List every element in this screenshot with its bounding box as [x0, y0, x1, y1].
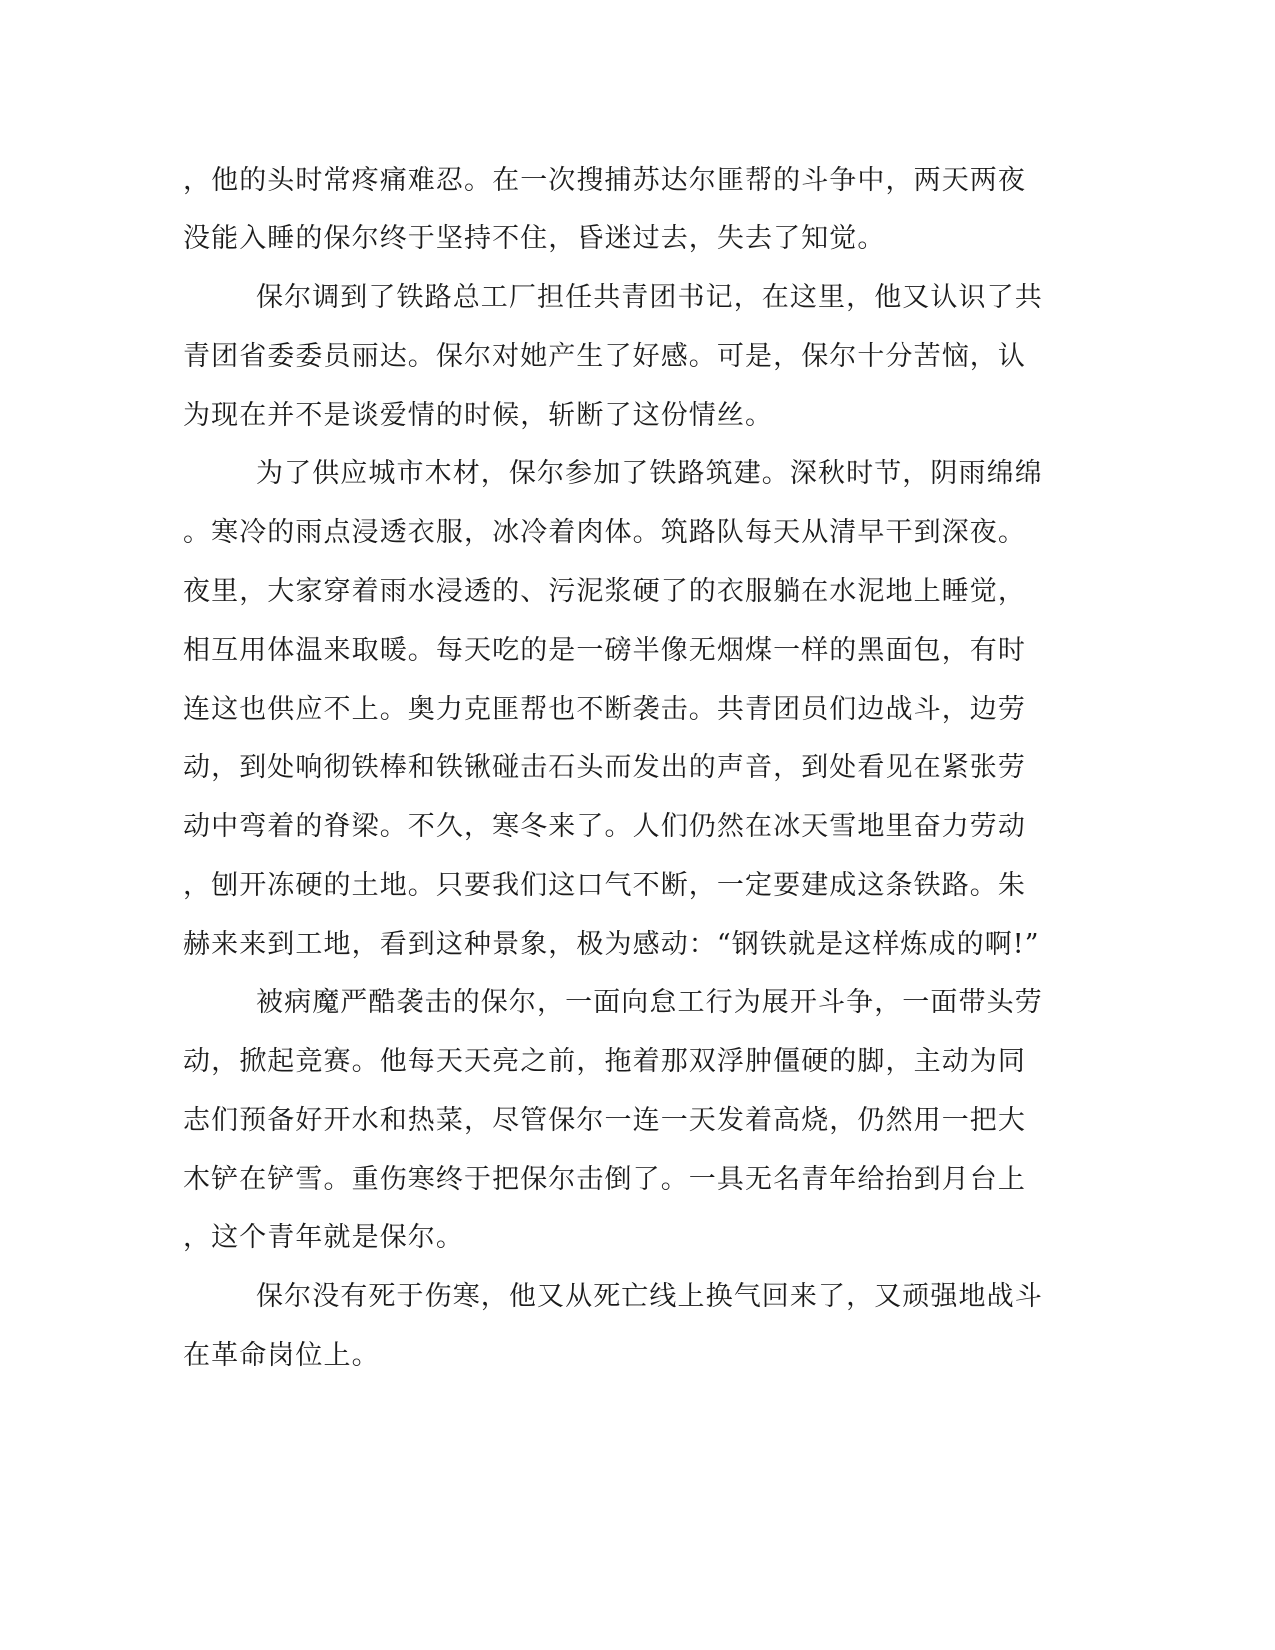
text-line: 青团省委委员丽达。保尔对她产生了好感。可是，保尔十分苦恼，认 — [183, 341, 1026, 372]
paragraph-start-line: 被病魔严酷袭击的保尔，一面向怠工行为展开斗争，一面带头劳 — [256, 987, 1043, 1018]
text-line: 动，到处响彻铁棒和铁锹碰击石头而发出的声音，到处看见在紧张劳 — [183, 752, 1026, 783]
paragraph-start-line: 保尔调到了铁路总工厂担任共青团书记，在这里，他又认识了共 — [256, 282, 1043, 313]
text-line: 连这也供应不上。奥力克匪帮也不断袭击。共青团员们边战斗，边劳 — [183, 694, 1026, 725]
text-line: 动，掀起竞赛。他每天天亮之前，拖着那双浮肿僵硬的脚，主动为同 — [183, 1046, 1026, 1077]
text-line: 动中弯着的脊梁。不久，寒冬来了。人们仍然在冰天雪地里奋力劳动 — [183, 811, 1026, 842]
text-line: 在革命岗位上。 — [183, 1340, 380, 1371]
text-line: 没能入睡的保尔终于坚持不住，昏迷过去，失去了知觉。 — [183, 223, 886, 254]
text-line: 。寒冷的雨点浸透衣服，冰冷着肉体。筑路队每天从清早干到深夜。 — [183, 517, 1026, 548]
text-line: ，刨开冻硬的土地。只要我们这口气不断，一定要建成这条铁路。朱 — [183, 870, 1026, 901]
text-line: 夜里，大家穿着雨水浸透的、污泥浆硬了的衣服躺在水泥地上睡觉， — [183, 576, 1026, 607]
text-line: 木铲在铲雪。重伤寒终于把保尔击倒了。一具无名青年给抬到月台上 — [183, 1164, 1026, 1195]
text-line: 赫来来到工地，看到这种景象，极为感动：“钢铁就是这样炼成的啊!” — [183, 929, 1040, 960]
text-line: ，这个青年就是保尔。 — [183, 1222, 464, 1253]
text-line: 相互用体温来取暖。每天吃的是一磅半像无烟煤一样的黑面包，有时 — [183, 635, 1026, 666]
paragraph-start-line: 为了供应城市木材，保尔参加了铁路筑建。深秋时节，阴雨绵绵 — [256, 458, 1043, 489]
paragraph-start-line: 保尔没有死于伤寒，他又从死亡线上换气回来了，又顽强地战斗 — [256, 1281, 1043, 1312]
text-line: 为现在并不是谈爱情的时候，斩断了这份情丝。 — [183, 400, 774, 431]
text-line: 志们预备好开水和热菜，尽管保尔一连一天发着高烧，仍然用一把大 — [183, 1105, 1026, 1136]
text-line: ，他的头时常疼痛难忍。在一次搜捕苏达尔匪帮的斗争中，两天两夜 — [183, 165, 1026, 196]
